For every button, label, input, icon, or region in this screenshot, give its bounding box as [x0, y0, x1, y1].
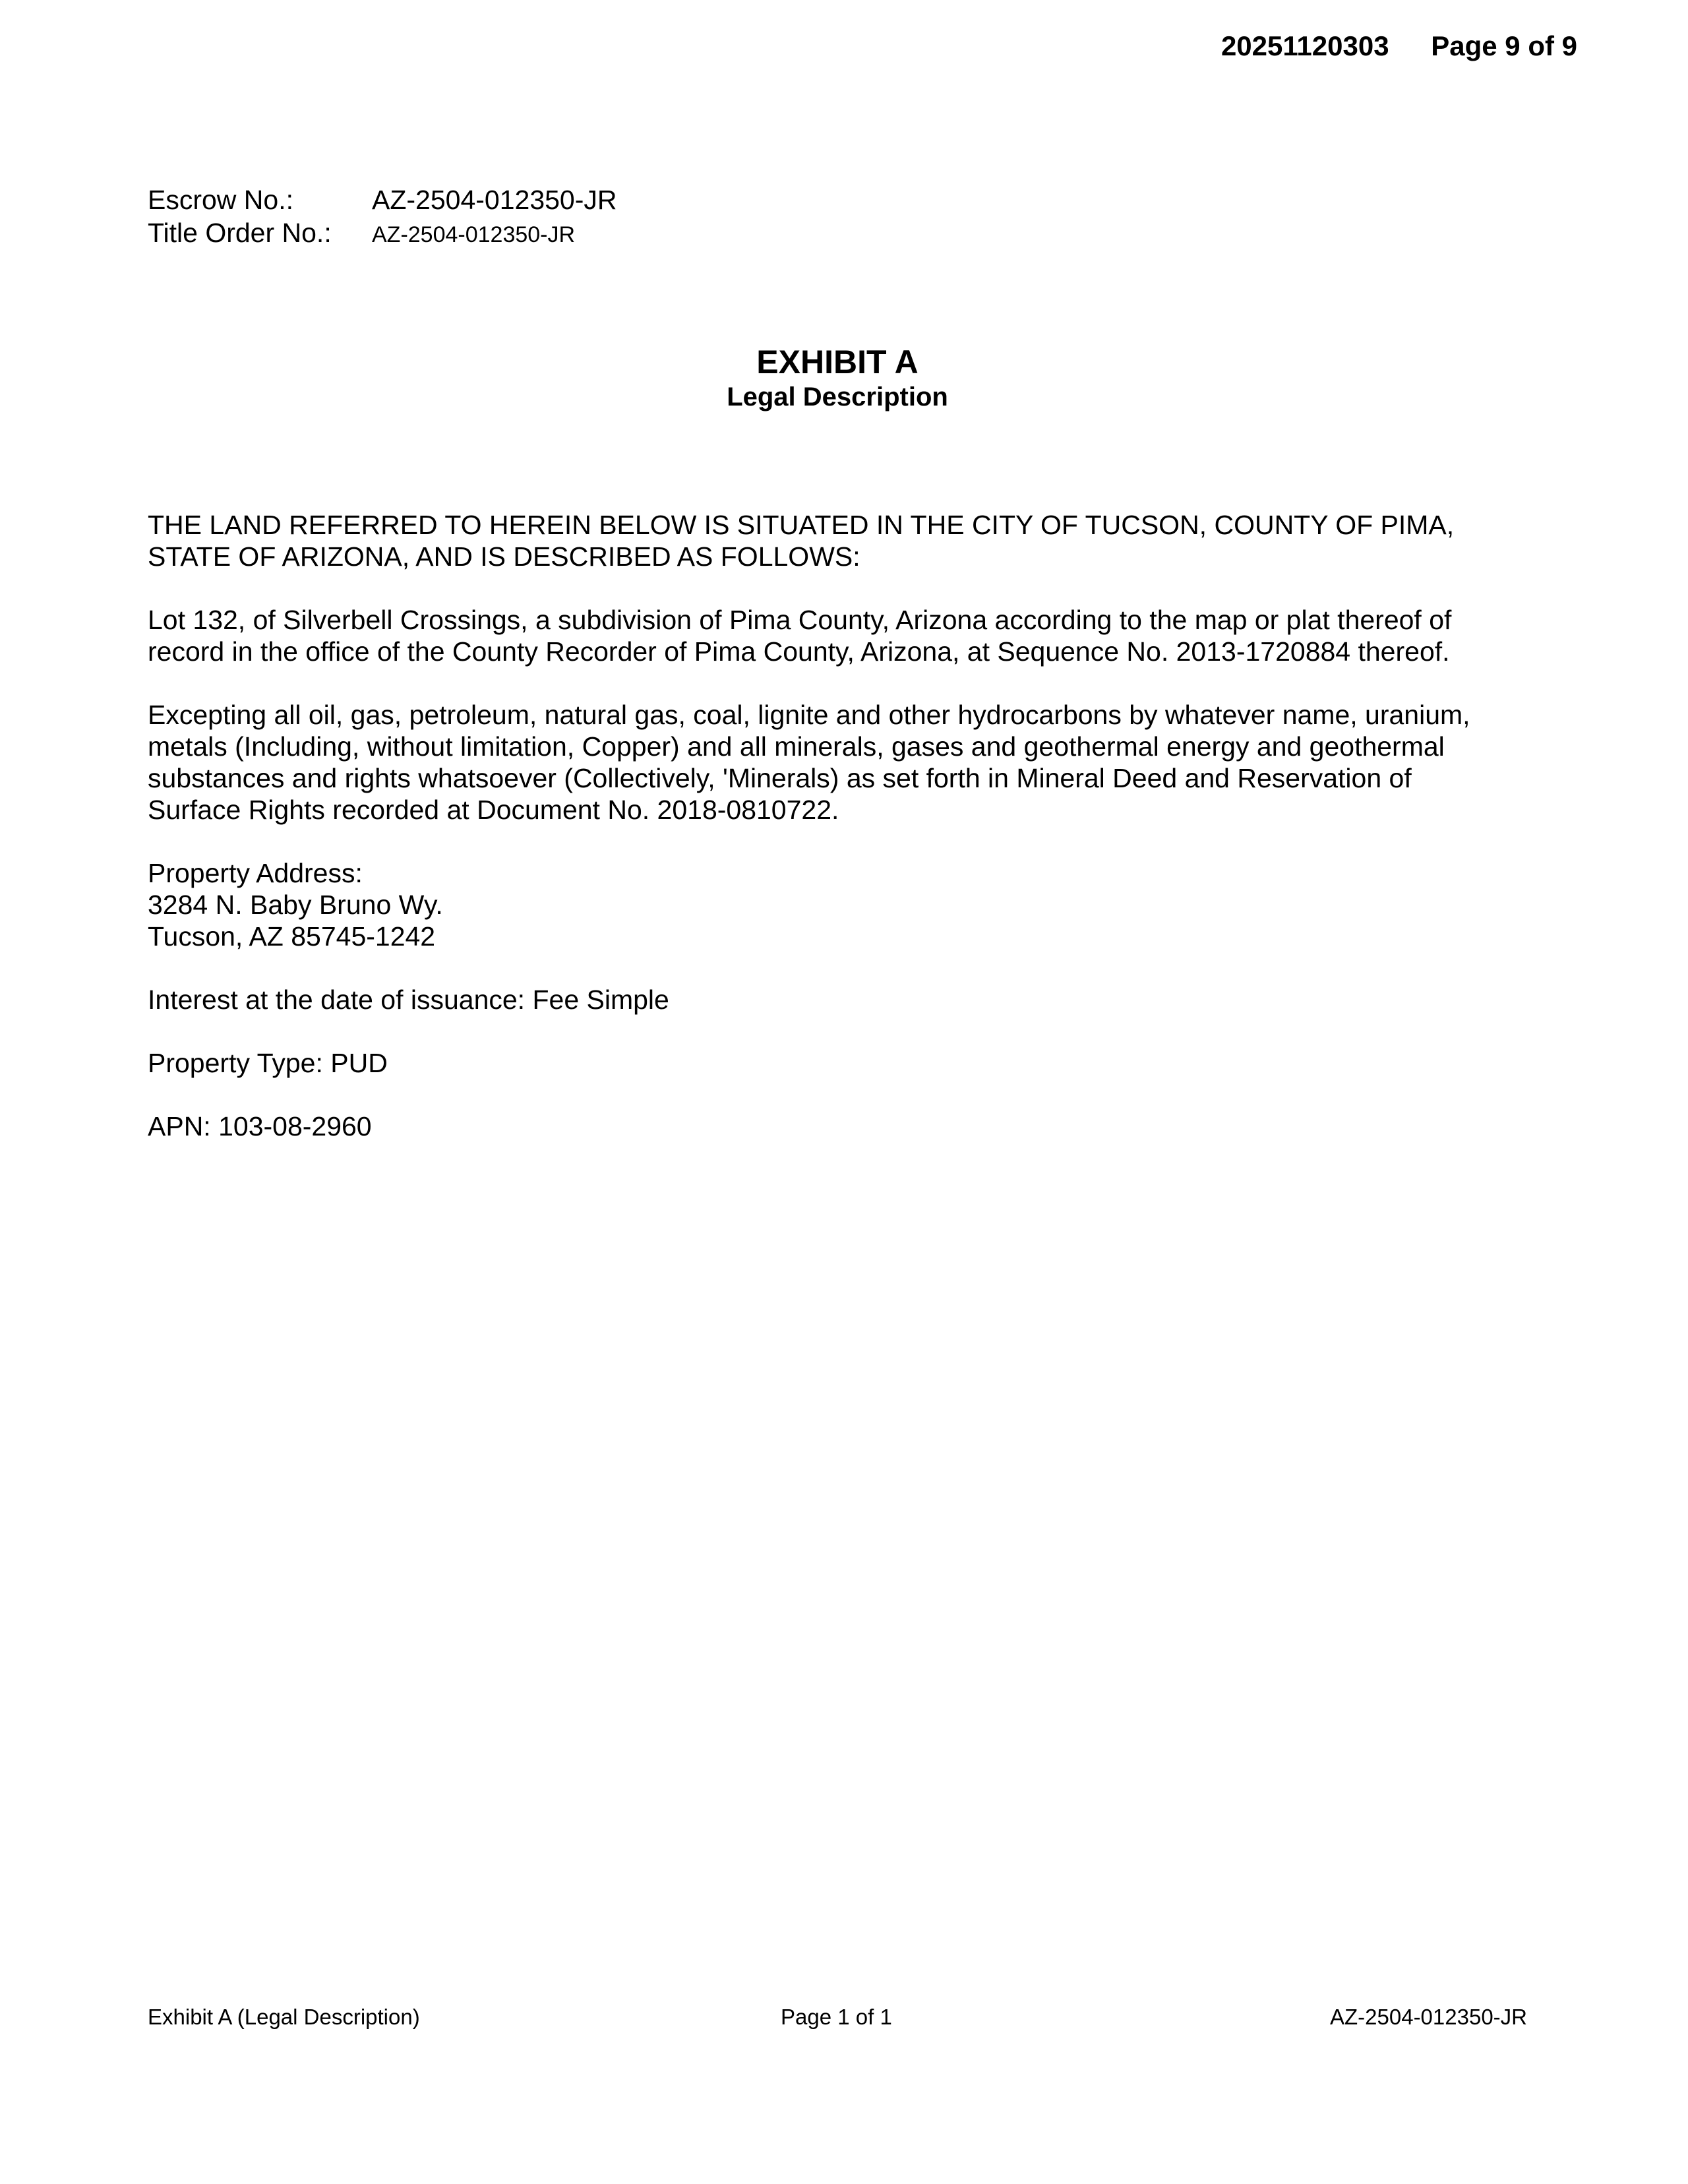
address-label: Property Address: [148, 858, 363, 888]
lot-paragraph [148, 604, 1539, 667]
address-line-1: 3284 N. Baby Bruno Wy. [148, 890, 443, 920]
exhibit-subtitle: Legal Description [727, 382, 948, 411]
recording-number: 20251120303 [1221, 30, 1389, 61]
intro-line: THE LAND REFERRED TO HEREIN BELOW IS SITUATED IN THE CITY OF TUCSON, COUNTY OF PIMA, [148, 510, 1455, 540]
footer-left: Exhibit A (Legal Description) [148, 2005, 420, 2029]
intro-paragraph [148, 509, 1539, 572]
escrow-value: AZ-2504-012350-JR [372, 185, 617, 215]
exception-line: metals (Including, without limitation, Copper) and all minerals, gases and geothermal energy and geothermal [148, 731, 1445, 762]
exhibit-title: EXHIBIT A [756, 344, 919, 380]
address-paragraph [148, 857, 1539, 952]
title-order-label: Title Order No.: [148, 218, 332, 248]
page-indicator: Page 9 of 9 [1431, 30, 1577, 61]
legal-description-body [148, 509, 1539, 1174]
apn-paragraph [148, 1110, 1539, 1142]
property-type-text: Property Type: PUD [148, 1048, 388, 1078]
lot-line: record in the office of the County Recorder of Pima County, Arizona, at Sequence No. 2013-1720884 thereof. [148, 636, 1450, 667]
address-line-2: Tucson, AZ 85745-1242 [148, 921, 436, 952]
lot-line: Lot 132, of Silverbell Crossings, a subdivision of Pima County, Arizona according to the map or plat thereof of [148, 605, 1452, 635]
escrow-row [148, 183, 617, 216]
exception-line: substances and rights whatsoever (Collectively, 'Minerals) as set forth in Mineral Deed and Reservation of [148, 763, 1412, 793]
footer-page-number: Page 1 of 1 [781, 2005, 892, 2029]
exception-line: Excepting all oil, gas, petroleum, natural gas, coal, lignite and other hydrocarbons by whatever name, uranium, [148, 700, 1470, 730]
title-order-value: AZ-2504-012350-JR [372, 222, 576, 247]
title-order-row [148, 216, 617, 251]
apn-text: APN: 103-08-2960 [148, 1111, 372, 1141]
escrow-label: Escrow No.: [148, 185, 293, 215]
order-info [148, 183, 617, 251]
exception-line: Surface Rights recorded at Document No. 2018-0810722. [148, 795, 839, 825]
property-type-paragraph [148, 1047, 1539, 1079]
intro-line: STATE OF ARIZONA, AND IS DESCRIBED AS FOLLOWS: [148, 541, 860, 572]
footer-right: AZ-2504-012350-JR [1330, 2005, 1527, 2029]
exception-paragraph [148, 699, 1539, 826]
interest-paragraph [148, 984, 1539, 1016]
recording-header [1221, 30, 1577, 62]
interest-text: Interest at the date of issuance: Fee Simple [148, 985, 669, 1015]
